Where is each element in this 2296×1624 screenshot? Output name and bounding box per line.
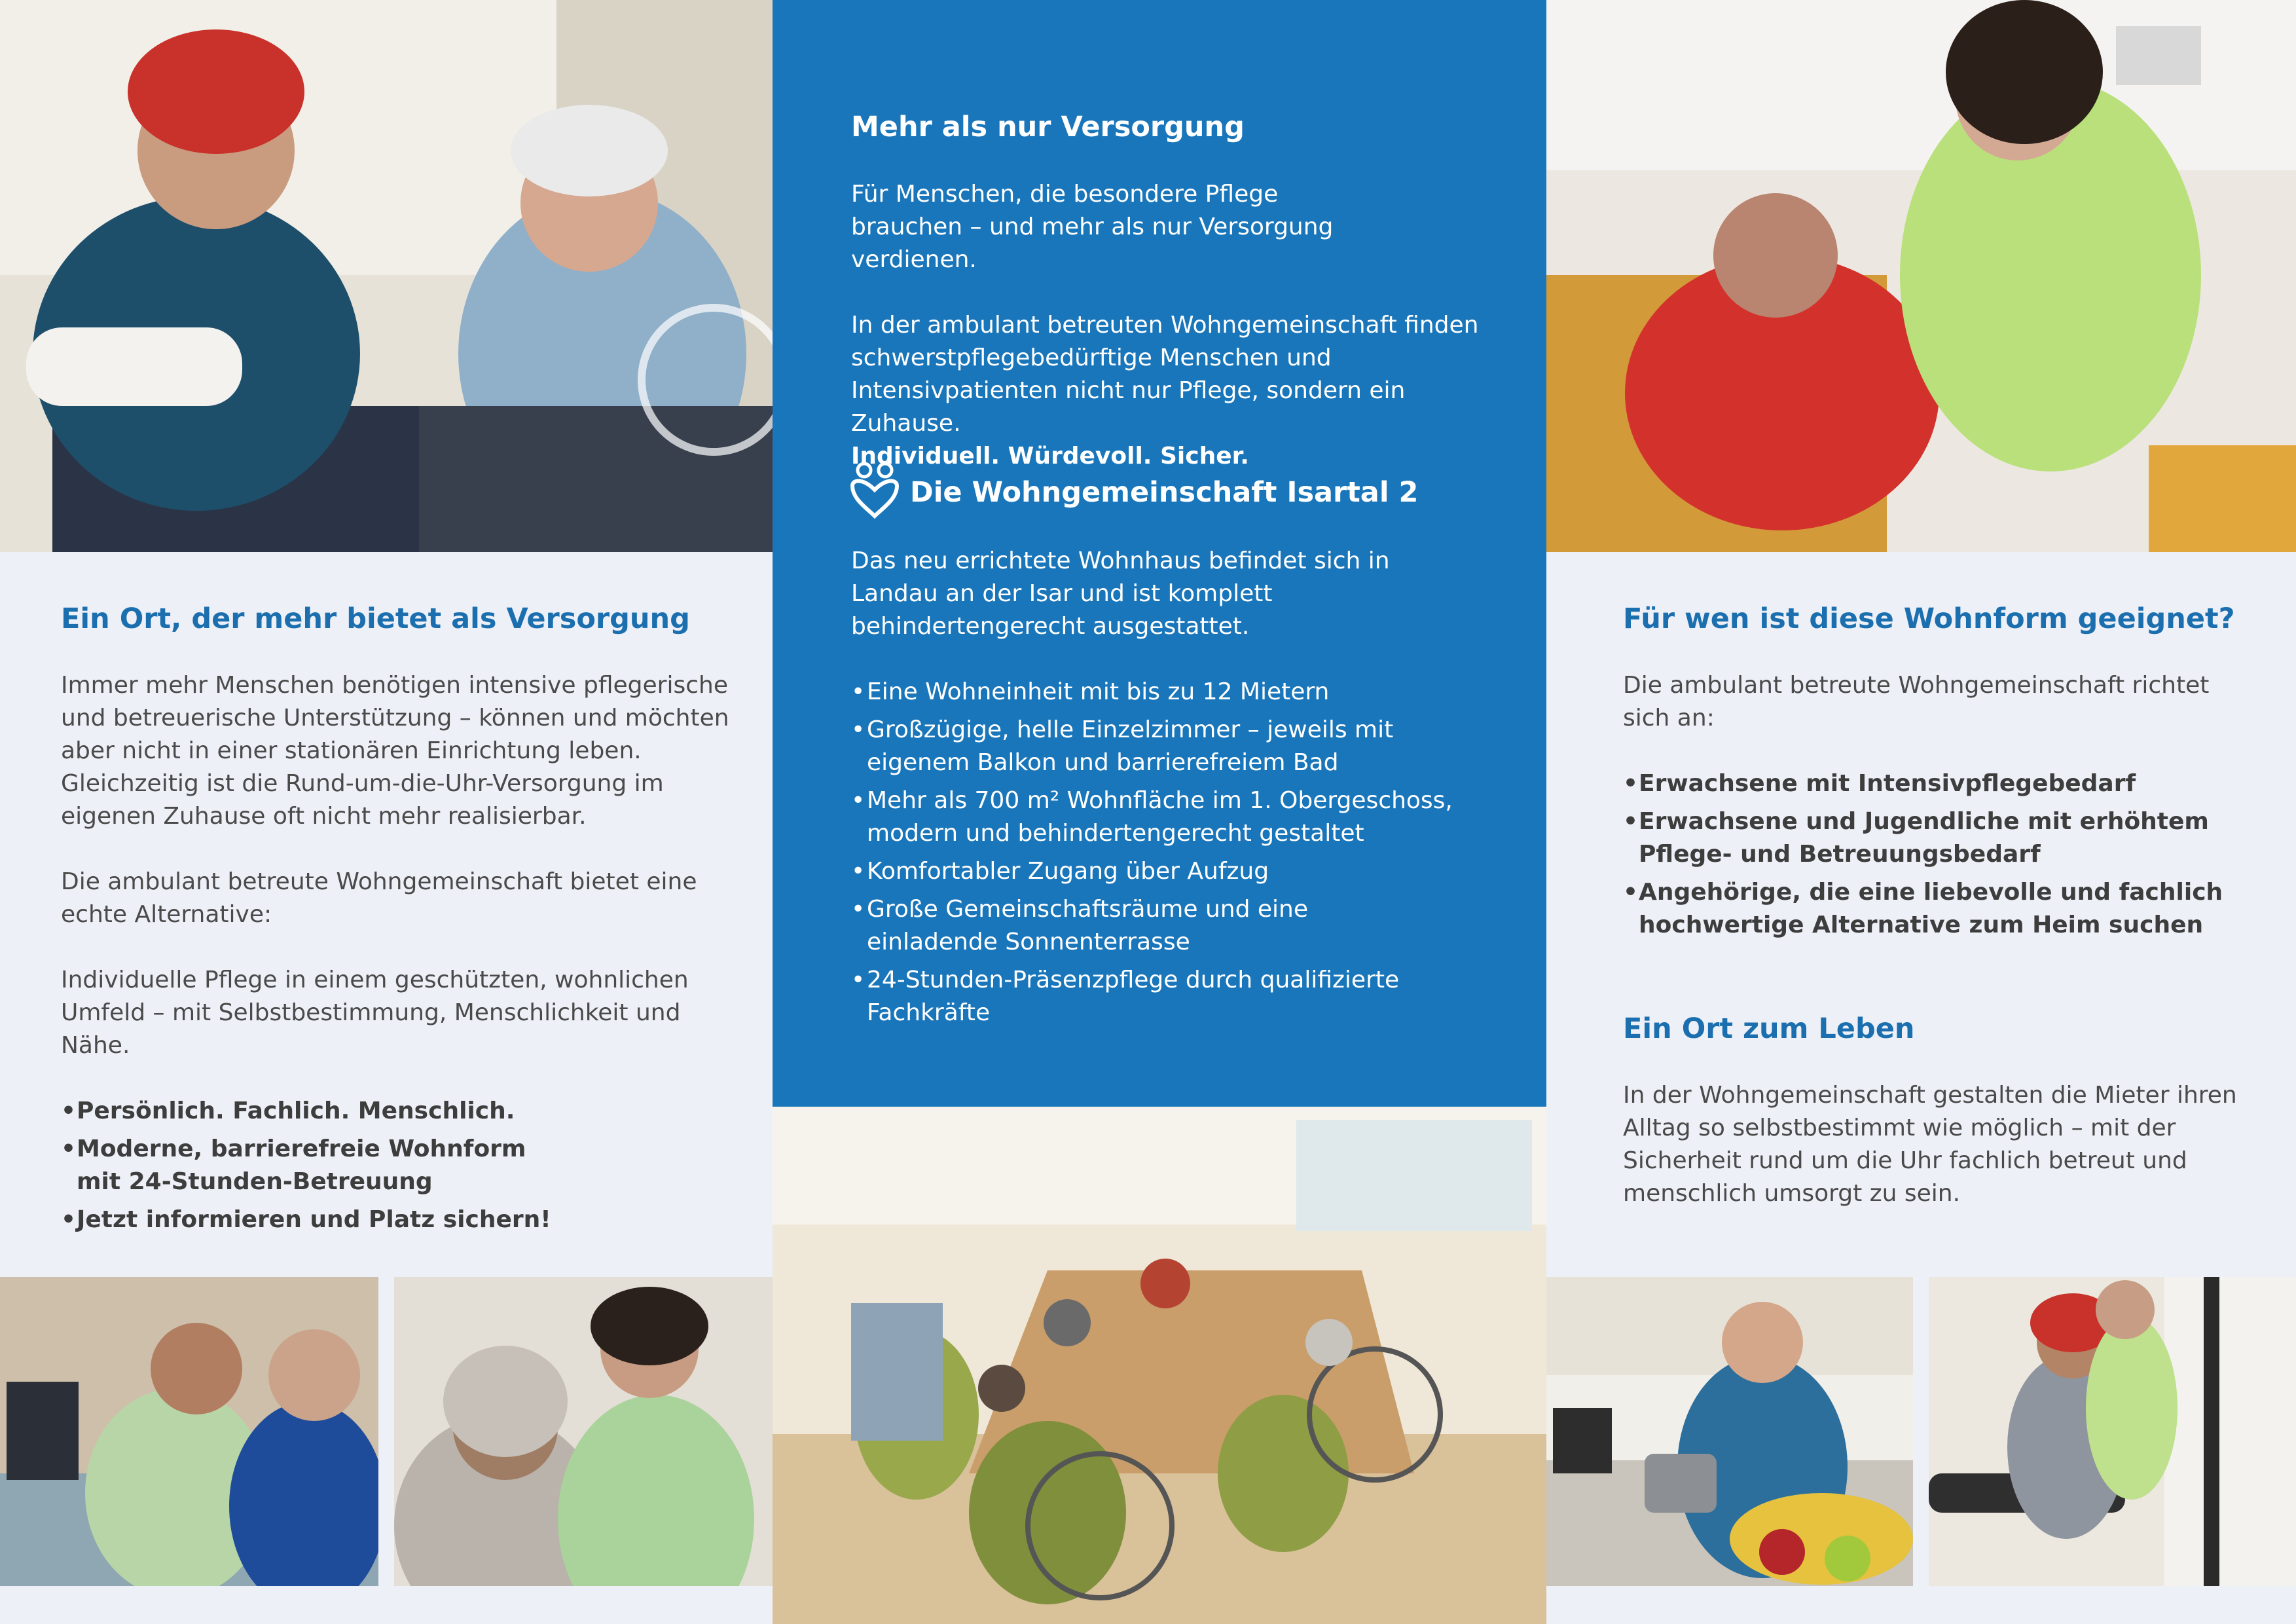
right-heading-2: Ein Ort zum Leben [1623, 1012, 1915, 1045]
list-item: • Jetzt informieren und Platz sichern! [61, 1204, 742, 1236]
right-body [1623, 669, 2278, 947]
heart-people-logo-icon [848, 461, 901, 524]
left-panel [0, 0, 773, 1624]
middle-subheading-row [848, 461, 1418, 524]
right-body-2 [1623, 1079, 2278, 1210]
list-item: • Große Gemeinschaftsräume und eine einladende Sonnenterrasse [851, 893, 1430, 959]
middle-details [851, 545, 1467, 1035]
list-item: • Angehörige, die eine liebevolle und fachlich hochwertige Alternative zum Heim suchen [1623, 876, 2228, 942]
left-heading: Ein Ort, der mehr bietet als Versorgung [61, 602, 690, 635]
middle-para-2: In der ambulant betreuten Wohngemeinschaft finden schwerstpflegebedürftige Menschen und Intensivpatienten nicht nur Pflege, sondern ein Zuhause. [851, 312, 1479, 437]
photo-intensive-care-nurse [1546, 0, 2296, 552]
photo-physio-training [1929, 1277, 2296, 1586]
right-panel [1546, 0, 2296, 1624]
right-para-2: In der Wohngemeinschaft gestalten die Mieter ihren Alltag so selbstbestimmt wie möglich – mit der Sicherheit rund um die Uhr fachlich betreut und menschlich umsorgt zu sein. [1623, 1082, 2237, 1207]
photo-community-dining-room [773, 1107, 1546, 1624]
left-para-1: Immer mehr Menschen benötigen intensive pflegerische und betreuerische Unterstützung – können und möchten aber nicht in einer stationären Einrichtung leben. Gleichzeitig ist die Rund-um-die-Uhr-Versorgung im eigenen Zuhause oft nicht mehr realisierbar. [61, 672, 729, 830]
list-item: • Eine Wohneinheit mit bis zu 12 Mietern [851, 676, 1467, 709]
middle-panel [773, 0, 1546, 1624]
middle-para-3: Das neu errichtete Wohnhaus befindet sich in Landau an der Isar und ist komplett behindertengerecht ausgestattet. [851, 547, 1390, 640]
list-item: • Erwachsene und Jugendliche mit erhöhtem Pflege- und Betreuungsbedarf [1623, 805, 2228, 871]
left-para-2: Die ambulant betreute Wohngemeinschaft bietet eine echte Alternative: [61, 868, 697, 928]
list-item: • Mehr als 700 m² Wohnfläche im 1. Obergeschoss, modern und behindertengerecht gestaltet [851, 784, 1467, 850]
middle-para-2-bold: Individuell. Würdevoll. Sicher. [851, 443, 1249, 470]
middle-para-1: Für Menschen, die besondere Pflege brauchen – und mehr als nur Versorgung verdienen. [851, 181, 1334, 273]
list-item: • Erwachsene mit Intensivpflegebedarf [1623, 767, 2278, 800]
middle-intro [851, 178, 1480, 473]
middle-heading: Mehr als nur Versorgung [851, 111, 1245, 143]
list-item: • Persönlich. Fachlich. Menschlich. [61, 1095, 742, 1128]
right-heading: Für wen ist diese Wohnform geeignet? [1623, 602, 2235, 635]
list-item: • Moderne, barrierefreie Wohnform mit 24-Stunden-Betreuung [61, 1133, 535, 1198]
list-item: • Komfortabler Zugang über Aufzug [851, 855, 1467, 888]
photo-residents-wheelchairs [0, 0, 773, 552]
left-bullet-list [61, 1095, 742, 1236]
left-para-3: Individuelle Pflege in einem geschützten, wohnlichen Umfeld – mit Selbstbestimmung, Menschlichkeit und Nähe. [61, 967, 689, 1059]
right-bullet-list [1623, 767, 2278, 942]
photo-young-caregiver-and-resident [394, 1277, 773, 1586]
photo-caregiver-cooking [1546, 1277, 1913, 1586]
middle-subheading: Die Wohngemeinschaft Isartal 2 [910, 476, 1419, 509]
list-item: • 24-Stunden-Präsenzpflege durch qualifizierte Fachkräfte [851, 964, 1430, 1029]
right-para-1: Die ambulant betreute Wohngemeinschaft richtet sich an: [1623, 672, 2210, 731]
list-item: • Großzügige, helle Einzelzimmer – jeweils mit eigenem Balkon und barrierefreiem Bad [851, 714, 1467, 779]
photo-caregiver-with-resident [0, 1277, 378, 1586]
left-body [61, 669, 742, 1242]
middle-bullet-list [851, 676, 1467, 1029]
